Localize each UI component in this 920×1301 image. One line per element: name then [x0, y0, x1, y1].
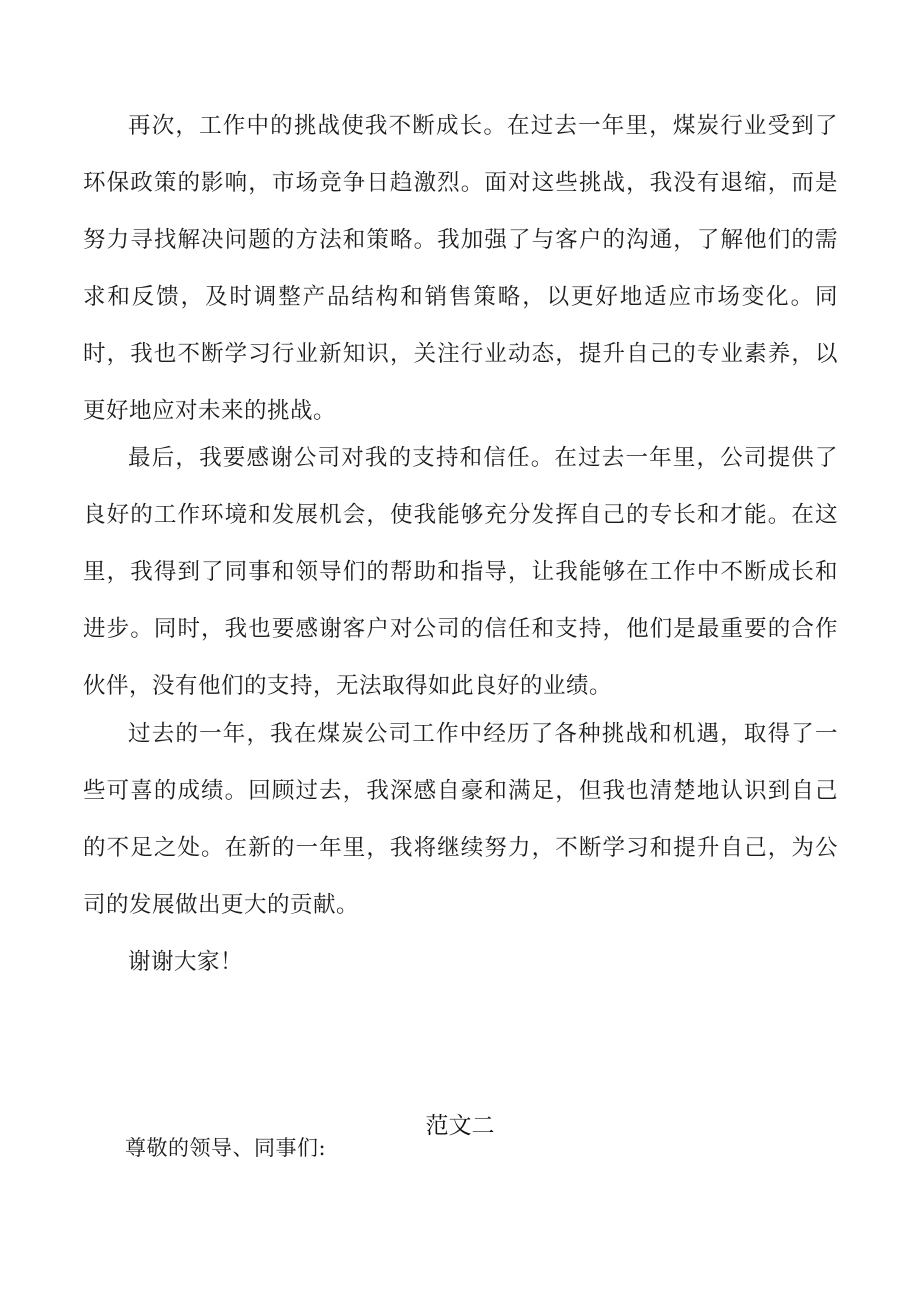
paragraph-closing: 谢谢大家！ [128, 949, 244, 975]
salutation: 尊敬的领导、同事们: [125, 1136, 327, 1160]
paragraph-challenges: 再次，工作中的挑战使我不断成长。在过去一年里，煤炭行业受到了环保政策的影响，市场竞争日趋激烈。面对这些挑战，我没有退缩，而是努力寻找解决问题的方法和策略。我加强了与客户的沟通，了解他们的需求和反馈，及时调整产品结构和销售策略，以更好地适应市场变化。同时，我也不断学习行业新知识，关注行业动态，提升自己的专业素养，以更好地应对未来的挑战。 [83, 113, 838, 424]
paragraph-thanks-company: 最后，我要感谢公司对我的支持和信任。在过去一年里，公司提供了良好的工作环境和发展机会，使我能够充分发挥自己的专长和才能。在这里，我得到了同事和领导们的帮助和指导，让我能够在工作中不断成长和进步。同时，我也要感谢客户对公司的信任和支持，他们是最重要的合作伙伴，没有他们的支持，无法取得如此良好的业绩。 [83, 445, 838, 699]
paragraph-summary: 过去的一年，我在煤炭公司工作中经历了各种挑战和机遇，取得了一些可喜的成绩。回顾过去，我深感自豪和满足，但我也清楚地认识到自己的不足之处。在新的一年里，我将继续努力，不断学习和提升自己，为公司的发展做出更大的贡献。 [83, 721, 838, 918]
section-heading: 范文二 [425, 1113, 495, 1139]
